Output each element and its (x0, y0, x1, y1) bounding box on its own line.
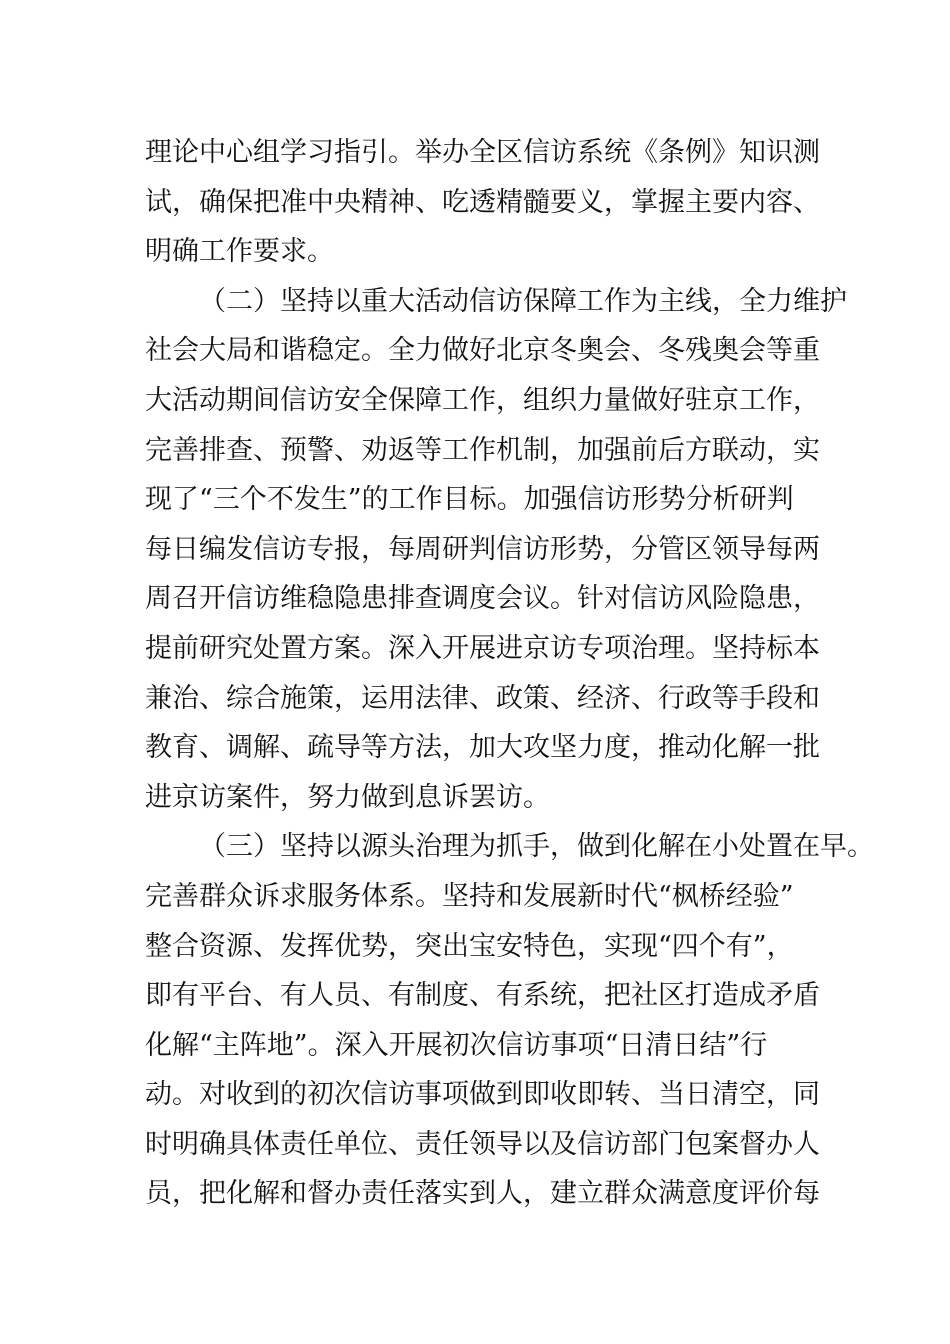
text-line: 员，把化解和督办责任落实到人，建立群众满意度评价每 (145, 1178, 820, 1210)
section-heading-line: （三）坚持以源头治理为抓手，做到化解在小处置在早。 (199, 831, 874, 863)
text-line: 完善排查、预警、劝返等工作机制，加强前后方联动，实 (145, 434, 820, 466)
text-line: 周召开信访维稳隐患排查调度会议。针对信访风险隐患， (145, 583, 820, 615)
text-line: 大活动期间信访安全保障工作，组织力量做好驻京工作， (145, 384, 820, 416)
text-line: 即有平台、有人员、有制度、有系统，把社区打造成矛盾 (145, 980, 820, 1012)
text-line: 兼治、综合施策，运用法律、政策、经济、行政等手段和 (145, 682, 820, 714)
text-line: 化解“主阵地”。深入开展初次信访事项“日清日结”行 (145, 1029, 768, 1061)
text-line: 明确工作要求。 (145, 236, 334, 268)
text-line: 动。对收到的初次信访事项做到即收即转、当日清空，同 (145, 1079, 820, 1111)
text-line: 理论中心组学习指引。举办全区信访系统《条例》知识测 (145, 137, 820, 168)
document-body (145, 128, 874, 1219)
text-line: 整合资源、发挥优势，突出宝安特色，实现“四个有”， (145, 930, 794, 962)
text-line: 完善群众诉求服务体系。坚持和发展新时代“枫桥经验” (145, 880, 794, 912)
text-line: 时明确具体责任单位、责任领导以及信访部门包案督办人 (145, 1128, 820, 1160)
section-heading-line: （二）坚持以重大活动信访保障工作为主线，全力维护 (199, 285, 847, 317)
text-line: 进京访案件，努力做到息诉罢访。 (145, 781, 550, 813)
text-line: 现了“三个不发生”的工作目标。加强信访形势分析研判 (145, 484, 794, 516)
text-line: 教育、调解、疏导等方法，加大攻坚力度，推动化解一批 (145, 732, 820, 764)
text-line: 每日编发信访专报，每周研判信访形势，分管区领导每两 (145, 533, 820, 565)
text-line: 社会大局和谐稳定。全力做好北京冬奥会、冬残奥会等重 (145, 335, 820, 367)
text-line: 提前研究处置方案。深入开展进京访专项治理。坚持标本 (145, 632, 820, 664)
text-line: 试，确保把准中央精神、吃透精髓要义，掌握主要内容、 (145, 186, 820, 218)
